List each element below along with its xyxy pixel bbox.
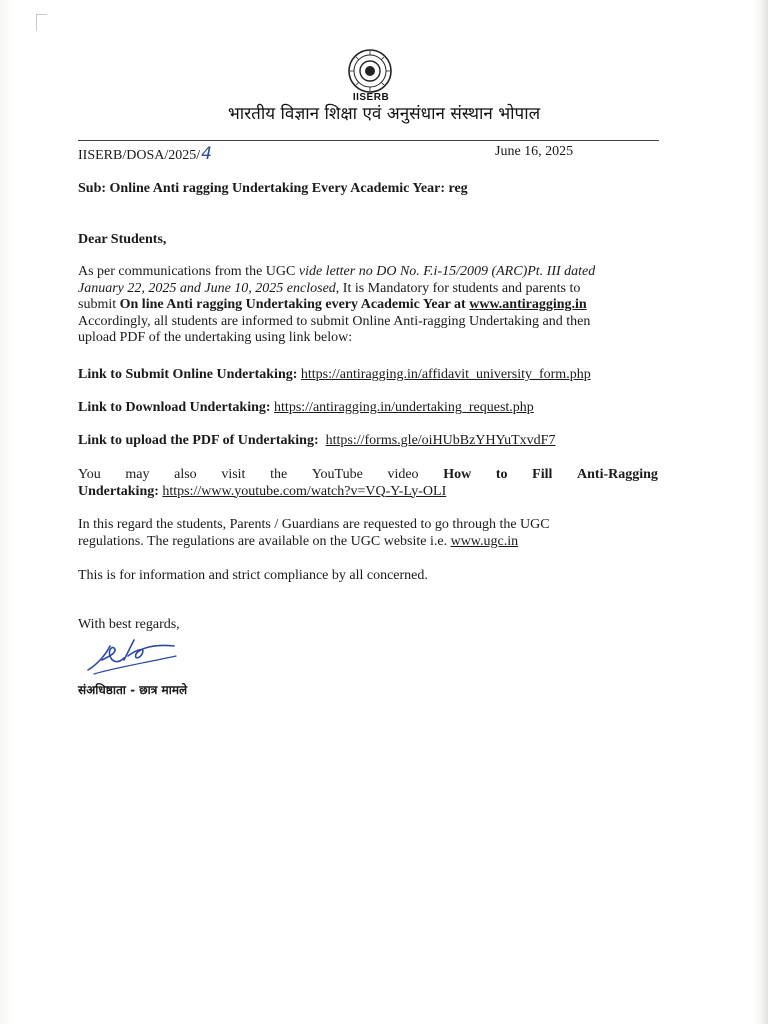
ugc-letter-reference: vide letter no DO No. F.i-15/2009 (ARC)Pt. III dated — [298, 264, 596, 279]
intro-line-2 — [78, 281, 658, 298]
intro-text: As per communications from the UGC — [78, 264, 299, 279]
signatory-designation: संअधिष्ठाता - छात्र मामले — [78, 683, 188, 697]
mandatory-text: , It is Mandatory for students and parents to — [335, 280, 581, 296]
salutation: Dear Students, — [78, 232, 167, 247]
intro-line-1 — [78, 264, 658, 281]
bold-word: Anti-Ragging — [577, 467, 658, 482]
submit-text: submit — [78, 297, 120, 312]
intro-paragraph — [78, 264, 658, 347]
upload-pdf-link[interactable]: https://forms.gle/oiHUbBzYHYuTxvdF7 — [325, 433, 556, 448]
bold-word: Fill — [532, 467, 553, 482]
intro-line-3 — [78, 297, 658, 314]
word: YouTube — [311, 467, 363, 482]
word: the — [270, 467, 288, 482]
intro-line-5: upload PDF of the undertaking using link below: — [78, 330, 353, 345]
bold-word: How — [443, 467, 472, 482]
letter-dates: January 22, 2025 and June 10, 2025 enclosed — [78, 280, 336, 296]
youtube-label: Undertaking: — [78, 483, 159, 499]
download-undertaking-link[interactable]: https://antiragging.in/undertaking_request.php — [274, 400, 534, 415]
scan-edge-shadow — [760, 0, 768, 1024]
undertaking-requirement: On line Anti ragging Undertaking every Academic Year at — [119, 297, 470, 312]
word: also — [174, 467, 197, 482]
submit-undertaking-label: Link to Submit Online Undertaking: — [78, 367, 298, 382]
word: You — [78, 467, 101, 482]
institute-abbreviation: IISERB — [352, 92, 390, 103]
letter-date: June 16, 2025 — [495, 144, 574, 159]
upload-pdf-label: Link to upload the PDF of Undertaking: — [78, 433, 319, 448]
subject-line: Sub: Online Anti ragging Undertaking Every Academic Year: reg — [78, 181, 468, 196]
reference-number — [78, 144, 212, 164]
compliance-note: This is for information and strict compliance by all concerned. — [78, 568, 428, 583]
ugc-line-2: regulations. The regulations are available on the UGC website i.e. — [78, 533, 451, 549]
word: video — [387, 467, 419, 482]
youtube-line-1 — [78, 467, 658, 484]
word: visit — [221, 467, 246, 482]
closing: With best regards, — [78, 617, 180, 632]
submit-undertaking-row — [78, 367, 591, 383]
institute-seal-logo — [347, 48, 393, 94]
antiragging-website-link[interactable]: www.antiragging.in — [469, 297, 587, 312]
header-divider — [78, 140, 659, 141]
ugc-line-1: In this regard the students, Parents / Guardians are requested to go through the UGC — [78, 517, 550, 532]
handwritten-reference: 4 — [201, 144, 212, 164]
scan-corner-mark — [36, 14, 47, 31]
download-undertaking-label: Link to Download Undertaking: — [78, 400, 271, 415]
upload-pdf-row — [78, 433, 555, 449]
ugc-website-link[interactable]: www.ugc.in — [450, 533, 519, 549]
reference-number-text: IISERB/DOSA/2025/ — [78, 148, 201, 163]
ugc-regulations-paragraph — [78, 517, 658, 550]
institute-name-hindi: भारतीय विज्ञान शिक्षा एवं अनुसंधान संस्थान भोपाल — [227, 104, 541, 124]
bold-word: to — [495, 467, 508, 482]
download-undertaking-row — [78, 400, 534, 416]
youtube-paragraph — [78, 467, 658, 500]
youtube-line-2 — [78, 484, 658, 501]
word: may — [125, 467, 150, 482]
youtube-link[interactable]: https://www.youtube.com/watch?v=VQ-Y-Ly-OLI — [162, 483, 447, 499]
submit-undertaking-link[interactable]: https://antiragging.in/affidavit_university_form.php — [300, 367, 591, 382]
handwritten-signature — [84, 634, 184, 678]
intro-line-4: Accordingly, all students are informed to submit Online Anti-ragging Undertaking and then — [78, 313, 591, 329]
